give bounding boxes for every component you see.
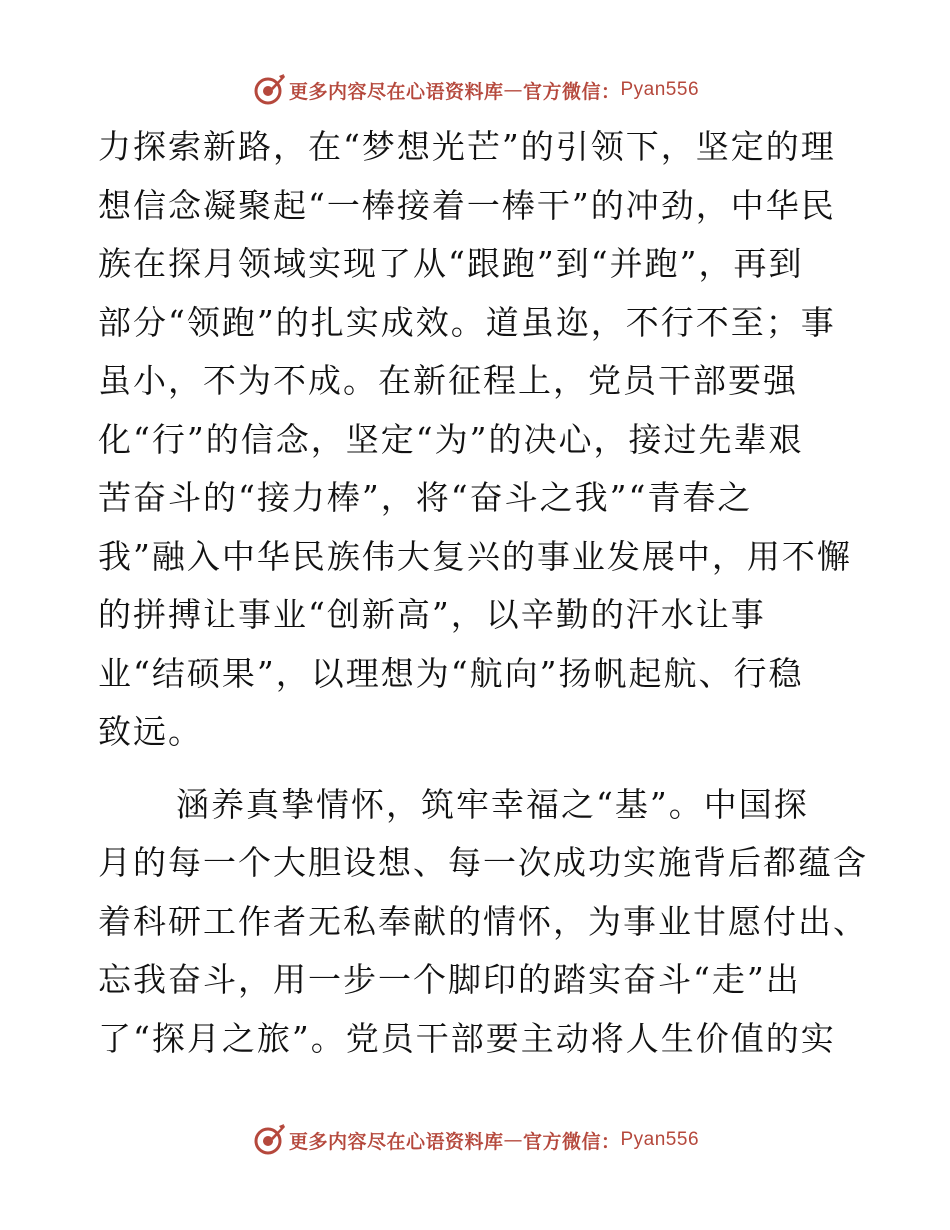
- footer-watermark: [0, 1120, 950, 1160]
- text-line: 了“探月之旅”。党员干部要主动将人生价值的实: [98, 1018, 836, 1058]
- watermark-wechat-label: 官方微信：: [522, 1130, 621, 1153]
- watermark-handle: Pyan556: [620, 1129, 700, 1150]
- paragraph-1: [98, 118, 858, 762]
- text-line: 月的每一个大胆设想、每一次成功实施背后都蕴含: [98, 843, 868, 882]
- text-line: 业“结硕果”，以理想为“航向”扬帆起航、行稳: [98, 653, 804, 693]
- watermark-main-text: 更多内容尽在心语资料库: [288, 1130, 504, 1153]
- text-line: 族在探月领域实现了从“跟跑”到“并跑”，再到: [98, 244, 804, 283]
- watermark-wechat-label: 官方微信：: [522, 80, 621, 103]
- text-line: 着科研工作者无私奉献的情怀，为事业甘愿付出、: [98, 901, 868, 941]
- text-line: 我”融入中华民族伟大复兴的事业发展中，用不懈: [98, 536, 852, 576]
- quill-logo-icon: [251, 72, 287, 108]
- watermark-dash: —: [503, 79, 523, 101]
- watermark-handle: Pyan556: [620, 79, 700, 100]
- text-line: 部分“领跑”的扎实成效。道虽迩，不行不至；事: [98, 302, 836, 342]
- text-line: 忘我奋斗，用一步一个脚印的踏实奋斗“走”出: [98, 960, 801, 999]
- text-line: 化“行”的信念，坚定“为”的决心，接过先辈艰: [98, 419, 804, 459]
- text-line: 的拼搏让事业“创新高”，以辛勤的汗水让事: [98, 595, 766, 634]
- text-line: 涵养真挚情怀，筑牢幸福之“基”。中国探: [176, 784, 809, 824]
- watermark-dash: —: [503, 1129, 523, 1151]
- text-line: 致远。: [98, 712, 203, 751]
- paragraph-2: [98, 776, 868, 1069]
- text-line: 想信念凝聚起“一棒接着一棒干”的冲劲，中华民: [98, 185, 836, 225]
- text-line: 力探索新路，在“梦想光芒”的引领下，坚定的理: [98, 127, 836, 166]
- header-watermark: [0, 70, 950, 110]
- text-line: 虽小，不为不成。在新征程上，党员干部要强: [98, 361, 798, 400]
- watermark-main-text: 更多内容尽在心语资料库: [288, 80, 504, 103]
- document-body: [98, 118, 868, 1068]
- quill-logo-icon: [251, 1122, 287, 1158]
- paragraph-spacer: [98, 762, 858, 776]
- text-line: 苦奋斗的“接力棒”，将“奋斗之我”“青春之: [98, 478, 753, 517]
